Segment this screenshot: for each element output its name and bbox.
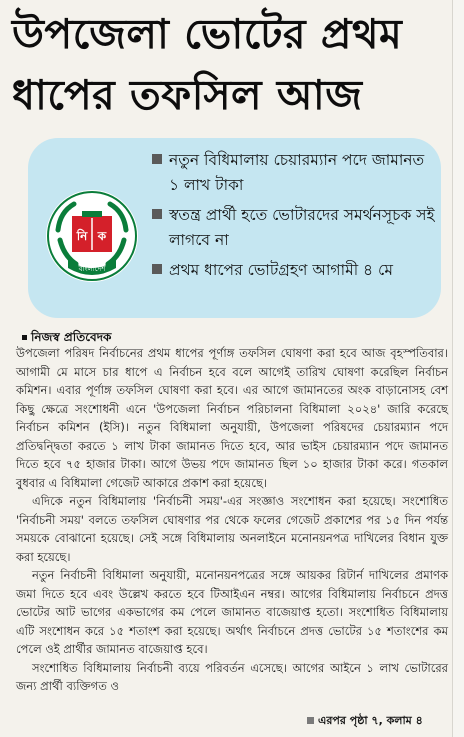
headline-line-2: ধাপের তফসিল আজ bbox=[12, 71, 363, 119]
byline: নিজস্ব প্রতিবেদক bbox=[22, 329, 111, 349]
highlight-text: স্বতন্ত্র প্রার্থী হতে ভোটারদের সমর্থনসূচক সই লাগবে না bbox=[169, 206, 435, 249]
highlight-text: প্রথম ধাপের ভোটগ্রহণ আগামী ৪ মে bbox=[169, 261, 393, 279]
election-commission-emblem bbox=[46, 190, 138, 282]
emblem-icon bbox=[46, 190, 138, 282]
emblem-letter-2: ক bbox=[97, 229, 107, 243]
bullet-square-icon bbox=[152, 154, 162, 164]
emblem-caption: বাংলাদেশ bbox=[78, 265, 106, 273]
emblem-letter-1: নি bbox=[76, 229, 88, 243]
highlight-item bbox=[152, 148, 437, 198]
article-paragraph: উপজেলা পরিষদ নির্বাচনের প্রথম ধাপের পূর্ণাঙ্গ তফসিল ঘোষণা করা হবে আজ বৃহস্পতিবার। আগামী মে মাসে চার ধাপে এ নির্বাচন হবে বলে আগেই তারিখ ঘোষণা করেছিল নির্বাচন কমিশন। এবার পূর্ণাঙ্গ তফসিল ঘোষণা করা হবে। এর আগে জামানতের অংক বাড়ানোসহ বেশ কিছু ক্ষেত্রে সংশোধনী এনে 'উপজেলা নির্বাচন পরিচালনা বিধিমালা ২০২৪' জারি করেছে নির্বাচন কমিশন (ইসি)। নতুন বিধিমালা অনুযায়ী, উপজেলা পরিষদের চেয়ারম্যান পদে প্রতিদ্বন্দ্বিতা করতে ১ লাখ টাকা জামানত দিতে হবে, আর ভাইস চেয়ারম্যান পদে জামানত দিতে হবে ৭৫ হাজার টাকা। আগে উভয় পদে জামানত ছিল ১০ হাজার টাকা করে। গতকাল বুধবার এ বিধিমালা গেজেট আকারে প্রকাশ করা হয়েছে। bbox=[16, 346, 448, 490]
bullet-square-icon bbox=[152, 264, 162, 274]
highlight-text: নতুন বিধিমালায় চেয়ারম্যান পদে জামানত ১ লাখ টাকা bbox=[169, 151, 425, 194]
headline-line-1: উপজেলা ভোটের প্রথম bbox=[12, 10, 403, 58]
article-paragraph: নতুন নির্বাচনী বিধিমালা অনুযায়ী, মনোনয়নপত্রের সঙ্গে আয়কর রিটার্ন দাখিলের প্রমাণক জমা দিতে হবে এবং উল্লেখ করতে হবে টিআইএন নম্বর। আগের বিধিমালায় নির্বাচনে প্রদত্ত ভোটের আট ভাগের একভাগের কম পেলে জামানত বাজেয়াপ্ত হতো। সংশোধিত বিধিমালায় এটি সংশোধন করে ১৫ শতাংশ করা হয়েছে। অর্থাৎ নির্বাচনে প্রদত্ত ভোটের ১৫ শতাংশের কম পেলে ওই প্রার্থীর জামানত বাজেয়াপ্ত হবে। bbox=[16, 568, 448, 656]
article-paragraph: এদিকে নতুন বিধিমালায় 'নির্বাচনী সময়'-এর সংজ্ঞাও সংশোধন করা হয়েছে। সংশোধিত 'নির্বাচনী সময়' বলতে তফসিল ঘোষণার পর থেকে ফলের গেজেট প্রকাশের পর ১৫ দিন পর্যন্ত সময়কে বোঝানো হয়েছে। সেই সঙ্গে বিধিমালায় অনলাইনে মনোনয়নপত্র দাখিলের বিধান যুক্ত করা হয়েছে। bbox=[16, 494, 448, 564]
highlight-item bbox=[152, 258, 437, 283]
continuation-note[interactable]: এরপর পৃষ্ঠা ৭, কলাম ৪ bbox=[307, 712, 423, 731]
highlight-item bbox=[152, 203, 437, 253]
adjacent-column-edge bbox=[452, 0, 464, 737]
article-body bbox=[16, 344, 448, 696]
highlights-list bbox=[152, 148, 437, 288]
bullet-square-icon bbox=[152, 209, 162, 219]
headline bbox=[12, 4, 442, 126]
article-paragraph: সংশোধিত বিধিমালায় নির্বাচনী ব্যয়ে পরিবর্তন এসেছে। আগের আইনে ১ লাখ ভোটারের জন্য প্রার্থী ব্যক্তিগত ও bbox=[16, 660, 448, 693]
